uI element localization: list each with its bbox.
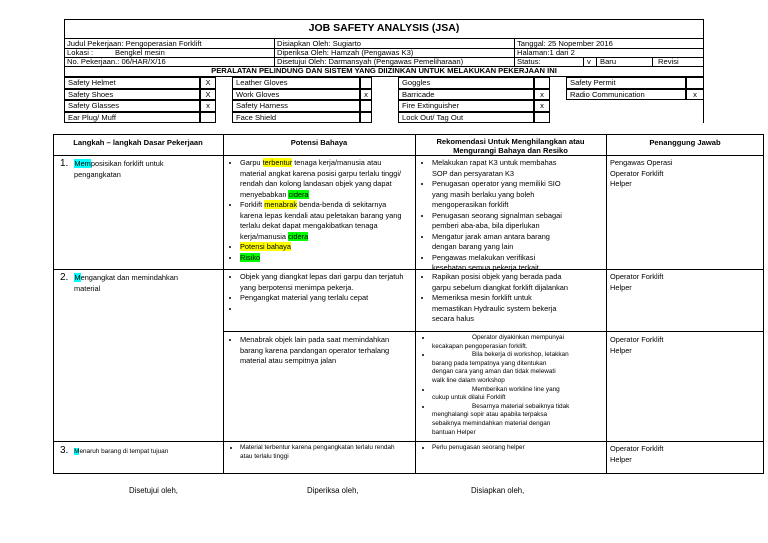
responsible-person: Operator Forklift xyxy=(610,168,664,178)
ppe-item-check xyxy=(360,100,372,112)
recommendation-item: • Memeriksa mesin forklift untuk memastikan Hydraulic system bekerja secara halus xyxy=(432,293,604,325)
recommendations-3 xyxy=(418,444,604,453)
step-highlight: M xyxy=(74,273,81,282)
ppe-item-check: X xyxy=(200,89,216,101)
hazard-item: • Material terbentur karena pengangkatan terlalu rendah atau terlalu tinggi xyxy=(240,444,414,461)
recommendation-item: • Pengawas melakukan verifikasi kesehatan semua pekerja terkait xyxy=(432,253,604,274)
status-new: Baru xyxy=(600,58,617,66)
hazards-2b xyxy=(226,335,414,367)
divider xyxy=(223,134,224,474)
step-number: 3. xyxy=(60,445,69,456)
responsible-2 xyxy=(610,272,760,293)
divider xyxy=(415,134,416,474)
location-value: Bengkel mesin xyxy=(115,49,165,57)
step-text: posisikan forklift untuk xyxy=(90,159,164,168)
recommendation-item: • Rapikan posisi objek yang berada pada garpu sebelum diangkat forklift dijalankan xyxy=(432,272,604,293)
status-label: Status: xyxy=(517,58,541,66)
highlight-menabrak: menabrak xyxy=(264,200,298,209)
step-text-cont: material xyxy=(74,283,101,293)
responsible-person: Operator Forklift xyxy=(610,335,664,344)
hazard-item: • Pengangkat material yang terlalu cepat xyxy=(240,293,414,304)
page-field: Halaman:1 dari 2 xyxy=(517,49,575,57)
column-header-responsible: Penanggung Jawab xyxy=(649,138,721,147)
hazard-item: • Objek yang diangkat lepas dari garpu dan terjatuh yang berpotensi menimpa pekerja. xyxy=(240,272,414,293)
step-3 xyxy=(60,445,220,458)
recommendation-item: • Bila bekerja di workshop, letakkan barang pada tempatnya yang ditentukan dengan cara yang aman dan tidak melewati walk line dalam workshop xyxy=(432,351,604,385)
divider xyxy=(53,155,764,156)
recommendation-item: • Penugasan seorang signalman sebagai pemberi aba-aba, bila diperlukan xyxy=(432,211,604,232)
signature-prepared: Disiapkan oleh, xyxy=(471,486,525,495)
ppe-item-label: Safety Permit xyxy=(566,77,686,89)
responsible-person: Pengawas Operasi xyxy=(610,158,673,167)
divider xyxy=(514,38,515,66)
highlight-terbentur: terbentur xyxy=(262,158,293,167)
responsible-person: Helper xyxy=(610,282,632,292)
signature-approved: Disetujui oleh, xyxy=(129,486,178,495)
divider xyxy=(583,57,584,66)
status-checkmark: v xyxy=(587,58,591,66)
step-1 xyxy=(60,159,220,180)
recommendations-2 xyxy=(418,272,604,325)
recommendation-item: • Perlu penugasan seorang helper xyxy=(432,444,604,453)
responsible-2b xyxy=(610,335,760,356)
divider xyxy=(223,331,764,332)
divider xyxy=(652,57,653,66)
responsible-person: Operator Forklift xyxy=(610,272,664,281)
ppe-item-label: Goggles xyxy=(398,77,534,89)
ppe-item-check: x xyxy=(200,100,216,112)
responsible-3 xyxy=(610,444,760,465)
ppe-item-label: Fire Extinguisher xyxy=(398,100,534,112)
ppe-item-label: Lock Out/ Tag Out xyxy=(398,112,534,124)
signature-checked: Diperiksa oleh, xyxy=(307,486,359,495)
status-revision: Revisi xyxy=(658,58,679,66)
job-title-field: Judul Pekerjaan: Pengoperasian Forklift xyxy=(67,40,202,48)
ppe-item-label: Safety Glasses xyxy=(64,100,200,112)
ppe-item-check: X xyxy=(200,77,216,89)
legend-hazard: Potensi bahaya xyxy=(240,242,291,251)
step-text-cont: pengangkatan xyxy=(74,169,121,179)
hazard-item: • Forklift menabrak benda-benda di sekitarnya karena lepas kendali atau peletakan barang yang terlalu dekat dapat mengakibatkan tenaga kerja/manusia cidera xyxy=(240,200,414,242)
recommendation-item: • Operator diyakinkan mempunyai kecakapan pengoperasian forklift. xyxy=(432,334,604,351)
ppe-section-title: PERALATAN PELINDUNG DAN SISTEM YANG DIIZINKAN UNTUK MELAKUKAN PEKERJAAN INI xyxy=(211,66,557,75)
hazards-1 xyxy=(226,158,414,263)
approved-by-field: Disetujui Oleh: Darmansyah (Pengawas Pemeliharaan) xyxy=(277,58,464,66)
recommendations-2b xyxy=(418,334,604,437)
hazard-item: • Menabrak objek lain pada saat memindahkan barang karena pandangan operator terhalang material atau sempitnya jalan xyxy=(240,335,414,367)
recommendation-item: • Besarnya material sebaiknya tidak menghalangi sopir atau apabila terpaksa sebaiknya memindahkan material dengan bantuan Helper xyxy=(432,403,604,437)
step-highlight: Mem xyxy=(74,159,91,168)
recommendation-item: • Melakukan rapat K3 untuk membahas SOP dan persyaratan K3 xyxy=(432,158,604,179)
date-field: Tanggal: 25 Nopember 2016 xyxy=(517,40,613,48)
divider xyxy=(596,57,597,66)
ppe-item-check: x xyxy=(534,89,550,101)
step-number: 1. xyxy=(60,158,69,169)
step-2 xyxy=(60,273,220,294)
ppe-item-check xyxy=(534,112,550,124)
ppe-item-label: Leather Gloves xyxy=(232,77,360,89)
hazard-item xyxy=(240,253,414,264)
ppe-item-check xyxy=(360,77,372,89)
recommendations-1 xyxy=(418,158,604,274)
checked-by-field: Diperiksa Oleh: Hamzah (Pengawas K3) xyxy=(277,49,414,57)
ppe-item-label: Safety Harness xyxy=(232,100,360,112)
hazard-item: • Garpu terbentur tenaga kerja/manusia atau material angkat karena posisi garpu terlalu tinggi/ rendah dan kolong landasan objek yang dapat menyebabkan cidera xyxy=(240,158,414,200)
divider xyxy=(53,269,764,270)
responsible-person: Operator Forklift xyxy=(610,444,664,453)
ppe-item-check xyxy=(360,112,372,124)
recommendations-header-line2: Mengurangi Bahaya dan Resiko xyxy=(453,146,568,155)
column-header-steps: Langkah – langkah Dasar Pekerjaan xyxy=(73,138,203,147)
hazards-3 xyxy=(226,444,414,461)
ppe-item-check xyxy=(534,77,550,89)
column-header-hazards: Potensi Bahaya xyxy=(290,138,348,147)
ppe-item-label: Work Gloves xyxy=(232,89,360,101)
step-number: 2. xyxy=(60,272,69,283)
recommendations-header-line1: Rekomendasi Untuk Menghilangkan atau xyxy=(436,137,585,146)
location-label: Lokasi : xyxy=(67,49,94,57)
highlight-cidera: cidera xyxy=(288,231,309,241)
ppe-item-check: x xyxy=(534,100,550,112)
ppe-item-label: Ear Plug/ Muff xyxy=(64,112,200,124)
legend-risk: Risiko xyxy=(240,252,261,262)
ppe-item-label: Radio Communication xyxy=(566,89,686,101)
responsible-person: Helper xyxy=(610,345,632,355)
hazards-2 xyxy=(226,272,414,314)
hazard-item xyxy=(240,242,414,253)
ppe-item-check: x xyxy=(360,89,372,101)
responsible-person: Helper xyxy=(610,179,632,188)
ppe-item-check: x xyxy=(686,89,704,101)
recommendation-item: • Mengatur jarak aman antara barang dengan barang yang lain xyxy=(432,232,604,253)
prepared-by-field: Disiapkan Oleh: Sugiarto xyxy=(277,40,361,48)
step-text: enaruh barang di tempat tujuan xyxy=(79,448,169,455)
divider xyxy=(606,134,607,474)
ppe-item-check xyxy=(686,77,704,89)
ppe-item-label: Safety Shoes xyxy=(64,89,200,101)
responsible-person: Helper xyxy=(610,454,632,464)
divider xyxy=(64,38,704,39)
ppe-item-label: Barricade xyxy=(398,89,534,101)
job-number-field: No. Pekerjaan.: 06/HAR/X/16 xyxy=(67,58,166,66)
highlight-cidera: cidera xyxy=(288,189,309,199)
divider xyxy=(53,441,764,442)
page-title: JOB SAFETY ANALYSIS (JSA) xyxy=(308,22,460,34)
recommendation-item: • Penugasan operator yang memiliki SIO yang masih berlaku yang boleh mengoperasikan forklift xyxy=(432,179,604,211)
responsible-1 xyxy=(610,158,760,190)
step-highlight: M xyxy=(74,448,80,455)
step-text: engangkat dan memindahkan xyxy=(80,273,178,282)
column-header-recommendations xyxy=(415,137,606,155)
hazard-item xyxy=(240,304,414,315)
ppe-item-check xyxy=(200,112,216,124)
ppe-item-label: Face Shield xyxy=(232,112,360,124)
ppe-item-label: Safety Helmet xyxy=(64,77,200,89)
recommendation-item: • Memberikan workline line yang cukup untuk dilalui Forklift xyxy=(432,386,604,403)
divider xyxy=(274,38,275,66)
